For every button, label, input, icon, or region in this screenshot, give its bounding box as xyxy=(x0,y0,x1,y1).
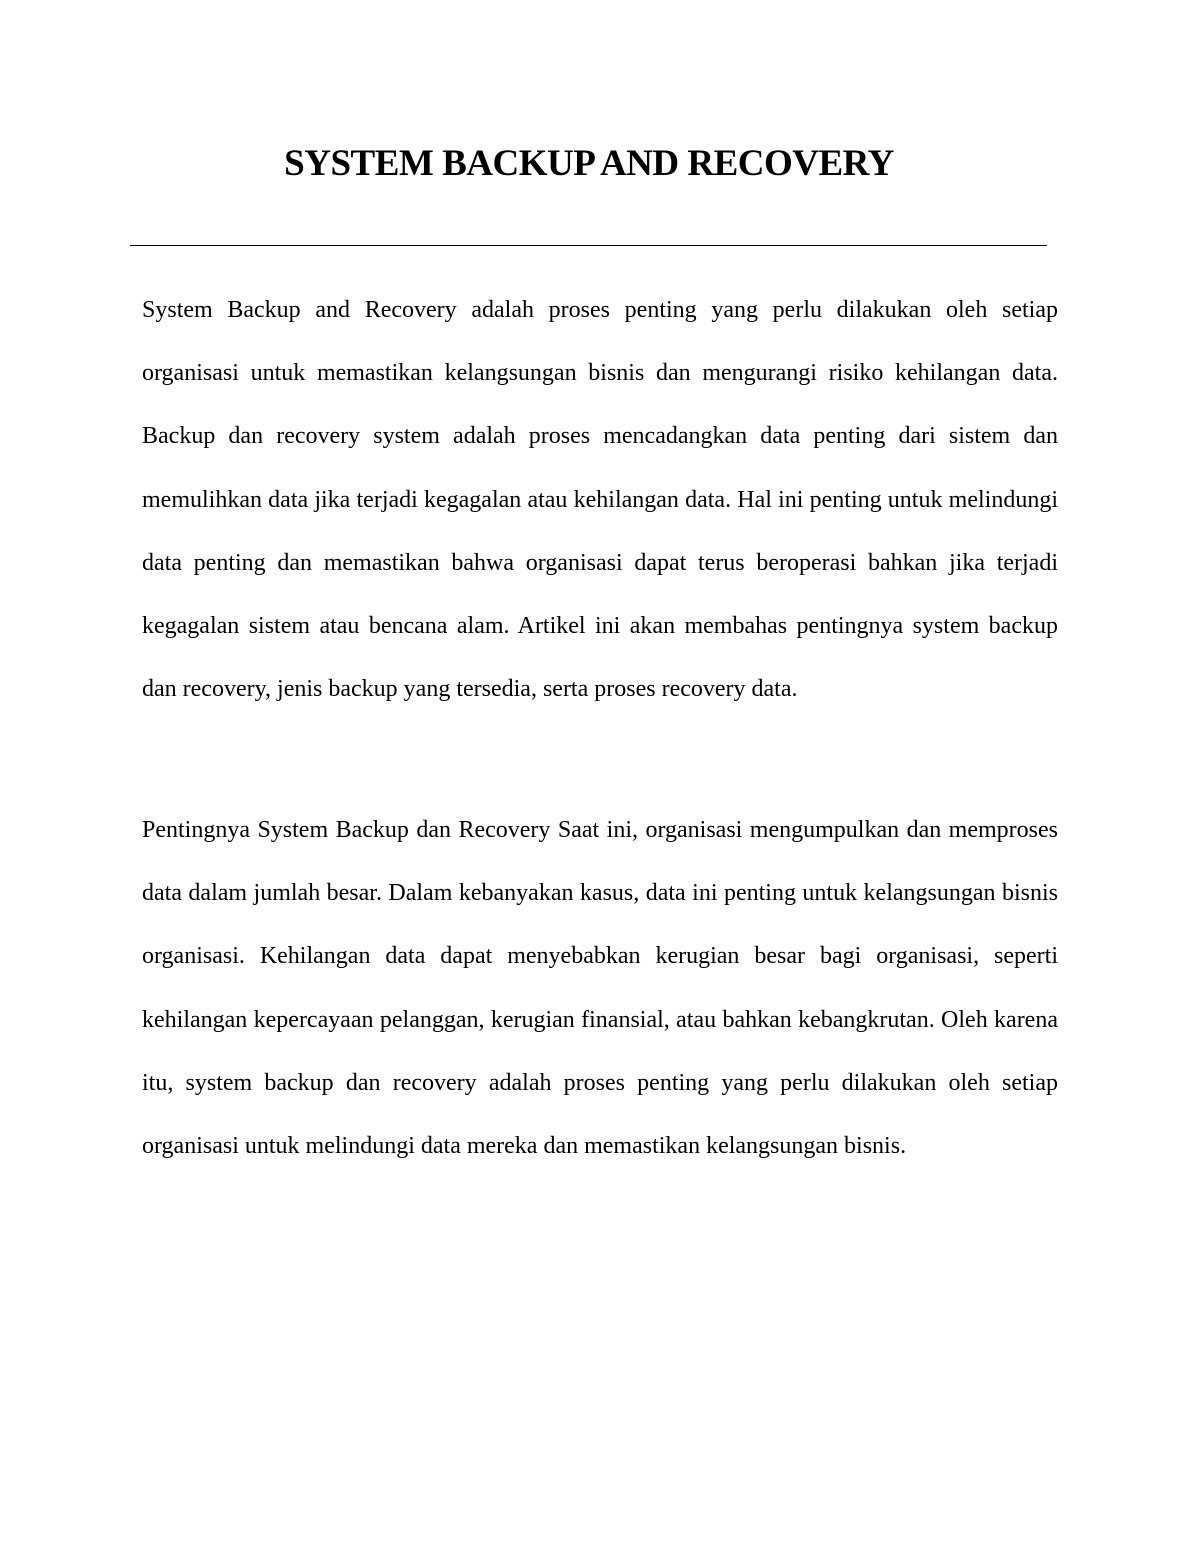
title-divider xyxy=(130,245,1047,246)
document-title: SYSTEM BACKUP AND RECOVERY xyxy=(284,143,894,184)
body-paragraph-1: System Backup and Recovery adalah proses penting yang perlu dilakukan oleh setiap organisasi untuk memastikan kelangsungan bisnis dan mengurangi risiko kehilangan data. Backup dan recovery system adalah proses mencadangkan data penting dari sistem dan memulihkan data jika terjadi kegagalan atau kehilangan data. Hal ini penting untuk melindungi data penting dan memastikan bahwa organisasi dapat terus beroperasi bahkan jika terjadi kegagalan sistem atau bencana alam. Artikel ini akan membahas pentingnya system backup dan recovery, jenis backup yang tersedia, serta proses recovery data. xyxy=(142,297,1058,703)
body-paragraph-2: Pentingnya System Backup dan Recovery Saat ini, organisasi mengumpulkan dan memproses data dalam jumlah besar. Dalam kebanyakan kasus, data ini penting untuk kelangsungan bisnis organisasi. Kehilangan data dapat menyebabkan kerugian besar bagi organisasi, seperti kehilangan kepercayaan pelanggan, kerugian finansial, atau bahkan kebangkrutan. Oleh karena itu, system backup dan recovery adalah proses penting yang perlu dilakukan oleh setiap organisasi untuk melindungi data mereka dan memastikan kelangsungan bisnis. xyxy=(142,817,1058,1160)
